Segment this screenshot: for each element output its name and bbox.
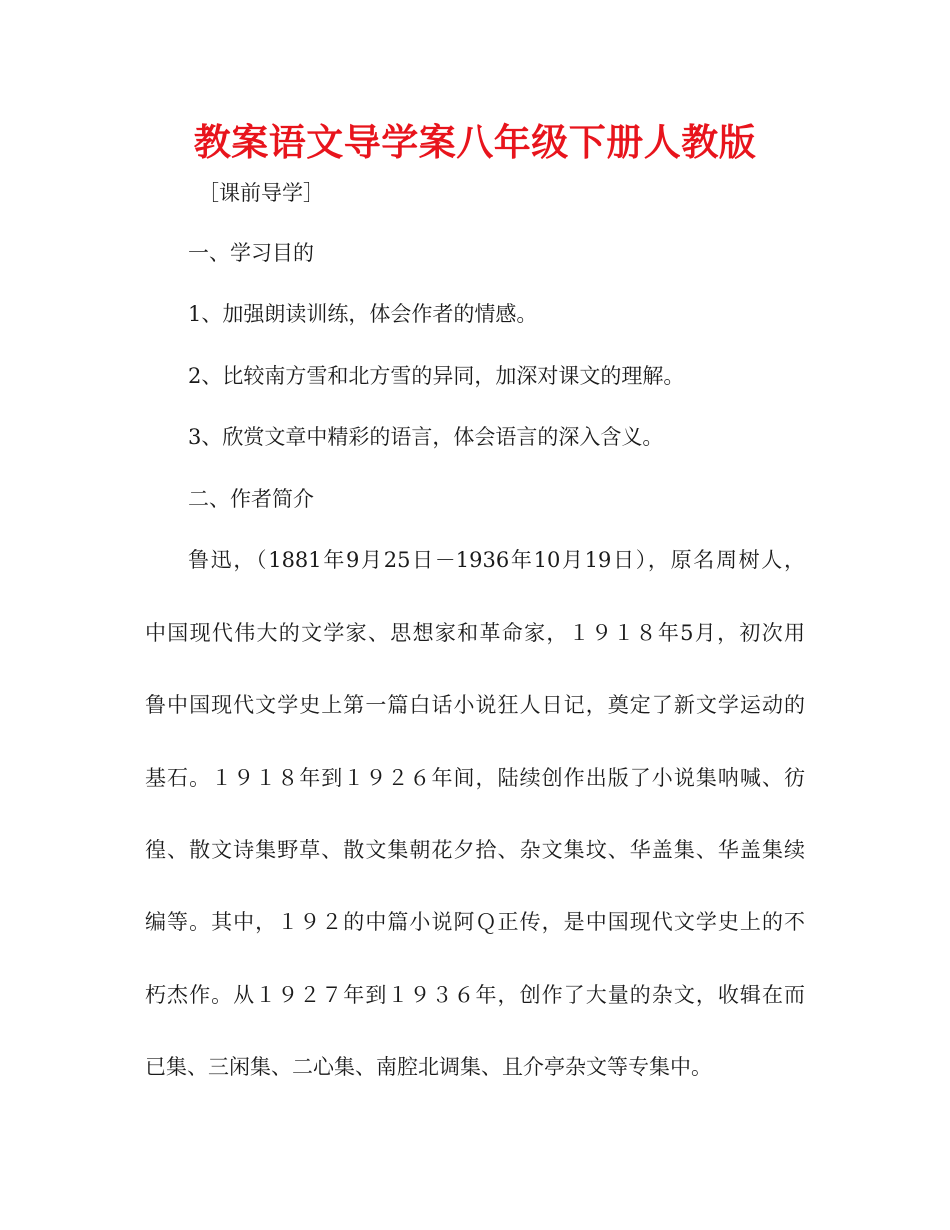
bio-line: 编等。其中，１９２的中篇小说阿Ｑ正传，是中国现代文学史上的不: [145, 910, 805, 934]
goal-item: 3、欣赏文章中精彩的语言，体会语言的深入含义。: [188, 425, 664, 449]
page-title: 教案语文导学案八年级下册人教版: [193, 121, 757, 164]
heading-study-goals: 一、学习目的: [188, 241, 314, 265]
section-label: ［课前导学］: [198, 181, 324, 205]
bio-line: 鲁中国现代文学史上第一篇白话小说狂人日记，奠定了新文学运动的: [145, 693, 805, 717]
goal-item: 2、比较南方雪和北方雪的异同，加深对课文的理解。: [188, 364, 685, 388]
bio-line: 基石。１９１８年到１９２６年间，陆续创作出版了小说集呐喊、彷: [145, 766, 805, 790]
heading-author-intro: 二、作者简介: [188, 487, 314, 511]
bio-line: 朽杰作。从１９２７年到１９３６年，创作了大量的杂文，收辑在而: [145, 983, 805, 1007]
bio-line: 已集、三闲集、二心集、南腔北调集、且介亭杂文等专集中。: [145, 1055, 712, 1079]
bio-line: 鲁迅，（1881年9月25日－1936年10月19日），原名周树人，: [188, 548, 805, 572]
goal-item: 1、加强朗读训练，体会作者的情感。: [188, 302, 538, 326]
bio-line: 徨、散文诗集野草、散文集朝花夕拾、杂文集坟、华盖集、华盖集续: [145, 838, 805, 862]
bio-line: 中国现代伟大的文学家、思想家和革命家，１９１８年5月，初次用: [145, 621, 805, 645]
